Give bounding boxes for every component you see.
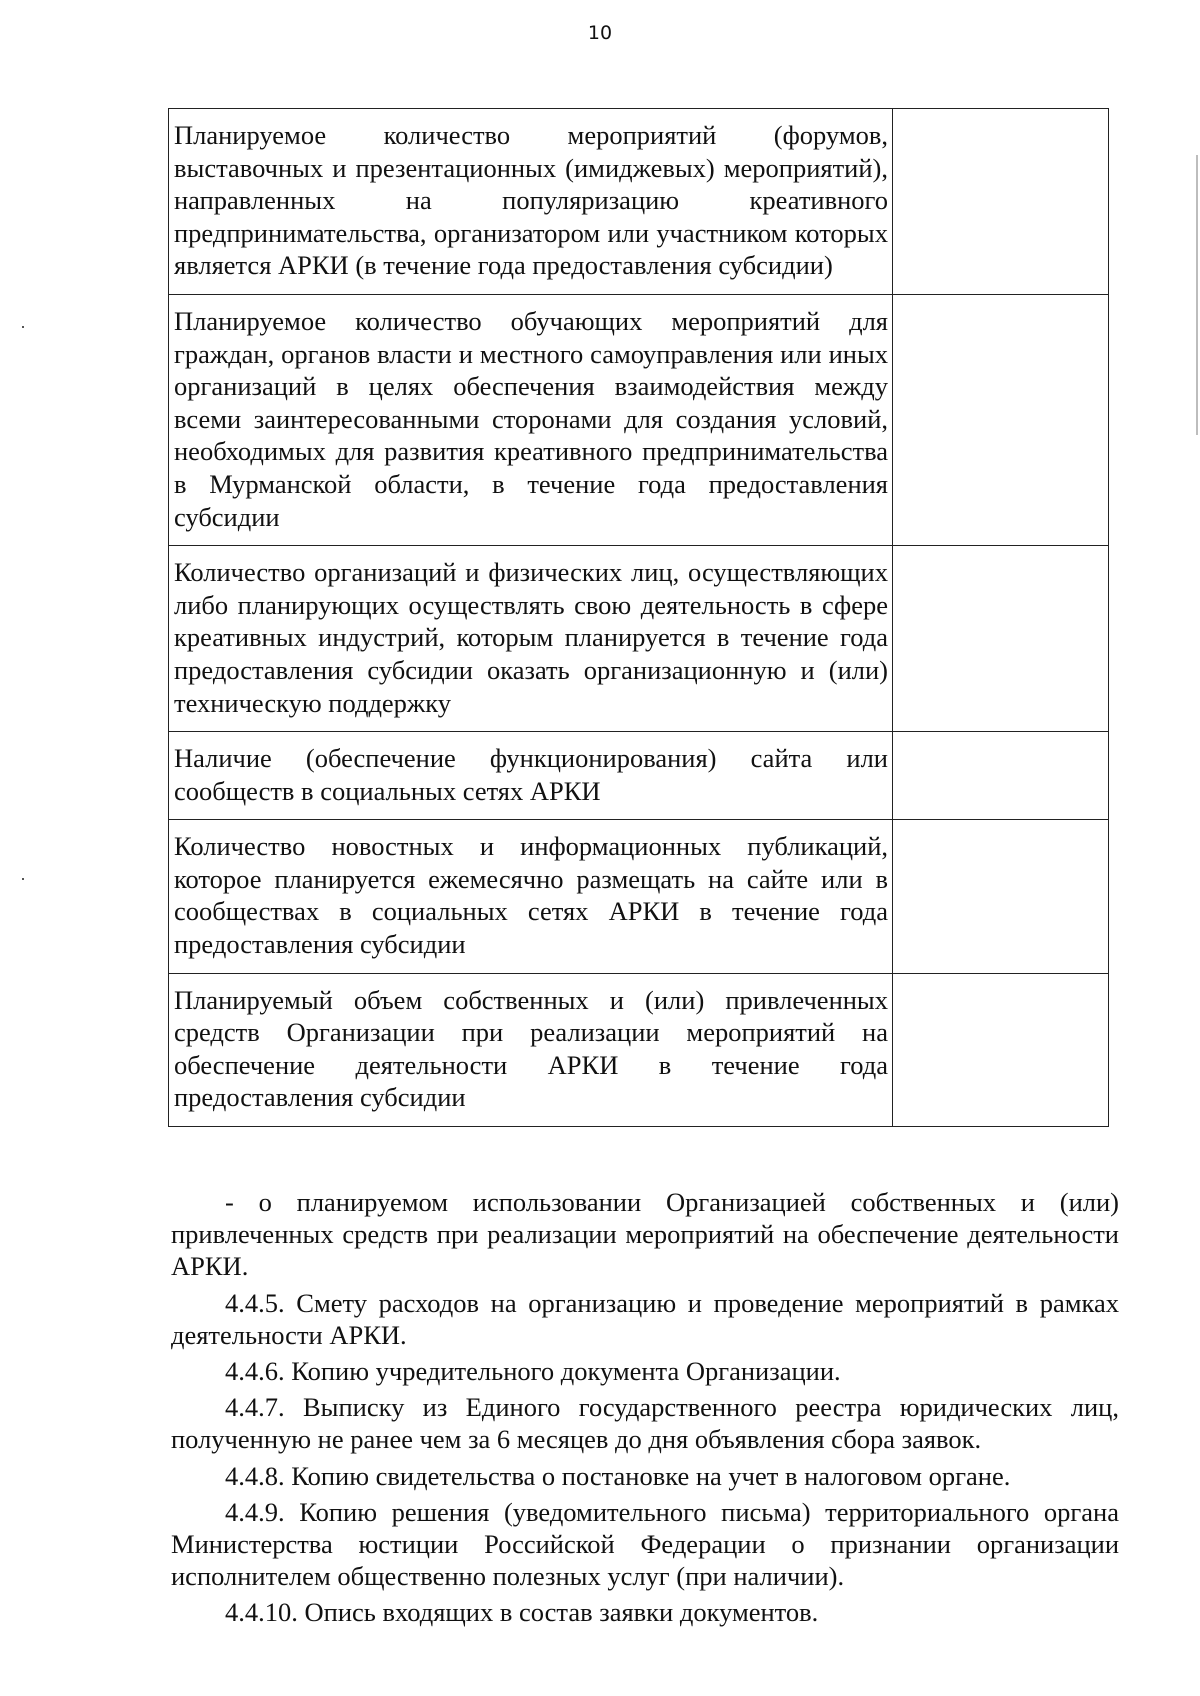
indicator-cell: Количество организаций и физических лиц, осуществляющих либо планирующих осуществлять свою деятельность в сфере креативных индустрий, которым планируется в течение года предоставления субсидии оказать организационную и (или) техническую поддержку <box>169 546 893 732</box>
indicator-cell: Планируемое количество мероприятий (форумов, выставочных и презентационных (имиджевых) мероприятий), направленных на популяризацию креативного предпринимательства, организатором или участником которых является АРКИ (в течение года предоставления субсидии) <box>169 109 893 295</box>
paragraph-4-4-9: 4.4.9. Копию решения (уведомительного письма) территориального органа Министерства юстиции Российской Федерации о признании организации исполнителем общественно полезных услуг (при наличии). <box>171 1496 1119 1592</box>
paragraph-4-4-7: 4.4.7. Выписку из Единого государственного реестра юридических лиц, полученную не ранее чем за 6 месяцев до дня объявления сбора заявок. <box>171 1392 1119 1455</box>
value-cell <box>893 973 1109 1126</box>
page-number: 10 <box>587 22 613 44</box>
indicator-cell: Наличие (обеспечение функционирования) сайта или сообществ в социальных сетях АРКИ <box>169 732 893 820</box>
scan-edge-line <box>1196 155 1198 435</box>
table-row <box>169 109 1109 295</box>
table-row <box>169 546 1109 732</box>
indicator-cell: Количество новостных и информационных публикаций, которое планируется ежемесячно размещать на сайте или в сообществах в социальных сетях АРКИ в течение года предоставления субсидии <box>169 820 893 973</box>
table-row <box>169 973 1109 1126</box>
paragraph-4-4-6: 4.4.6. Копию учредительного документа Организации. <box>225 1356 841 1387</box>
value-cell <box>893 546 1109 732</box>
value-cell <box>893 109 1109 295</box>
paragraph-4-4-5: 4.4.5. Смету расходов на организацию и проведение мероприятий в рамках деятельности АРКИ. <box>171 1287 1119 1350</box>
value-cell <box>893 294 1109 545</box>
table-row <box>169 732 1109 820</box>
indicators-table <box>168 108 1109 1127</box>
scan-mark <box>22 326 24 328</box>
paragraph-4-4-8: 4.4.8. Копию свидетельства о постановке на учет в налоговом органе. <box>225 1460 1011 1491</box>
paragraph-4-4-10: 4.4.10. Опись входящих в состав заявки документов. <box>225 1597 819 1628</box>
value-cell <box>893 732 1109 820</box>
table-row <box>169 820 1109 973</box>
value-cell <box>893 820 1109 973</box>
scan-mark <box>22 878 24 880</box>
paragraph-planned-funds: - о планируемом использовании Организацией собственных и (или) привлеченных средств при реализации мероприятий на обеспечение деятельности АРКИ. <box>171 1187 1119 1282</box>
indicator-cell: Планируемое количество обучающих мероприятий для граждан, органов власти и местного самоуправления или иных организаций в целях обеспечения взаимодействия между всеми заинтересованными сторонами для создания условий, необходимых для развития креативного предпринимательства в Мурманской области, в течение года предоставления субсидии <box>169 294 893 545</box>
document-body <box>171 1186 1119 1633</box>
indicator-cell: Планируемый объем собственных и (или) привлеченных средств Организации при реализации мероприятий на обеспечение деятельности АРКИ в течение года предоставления субсидии <box>169 973 893 1126</box>
table-row <box>169 294 1109 545</box>
